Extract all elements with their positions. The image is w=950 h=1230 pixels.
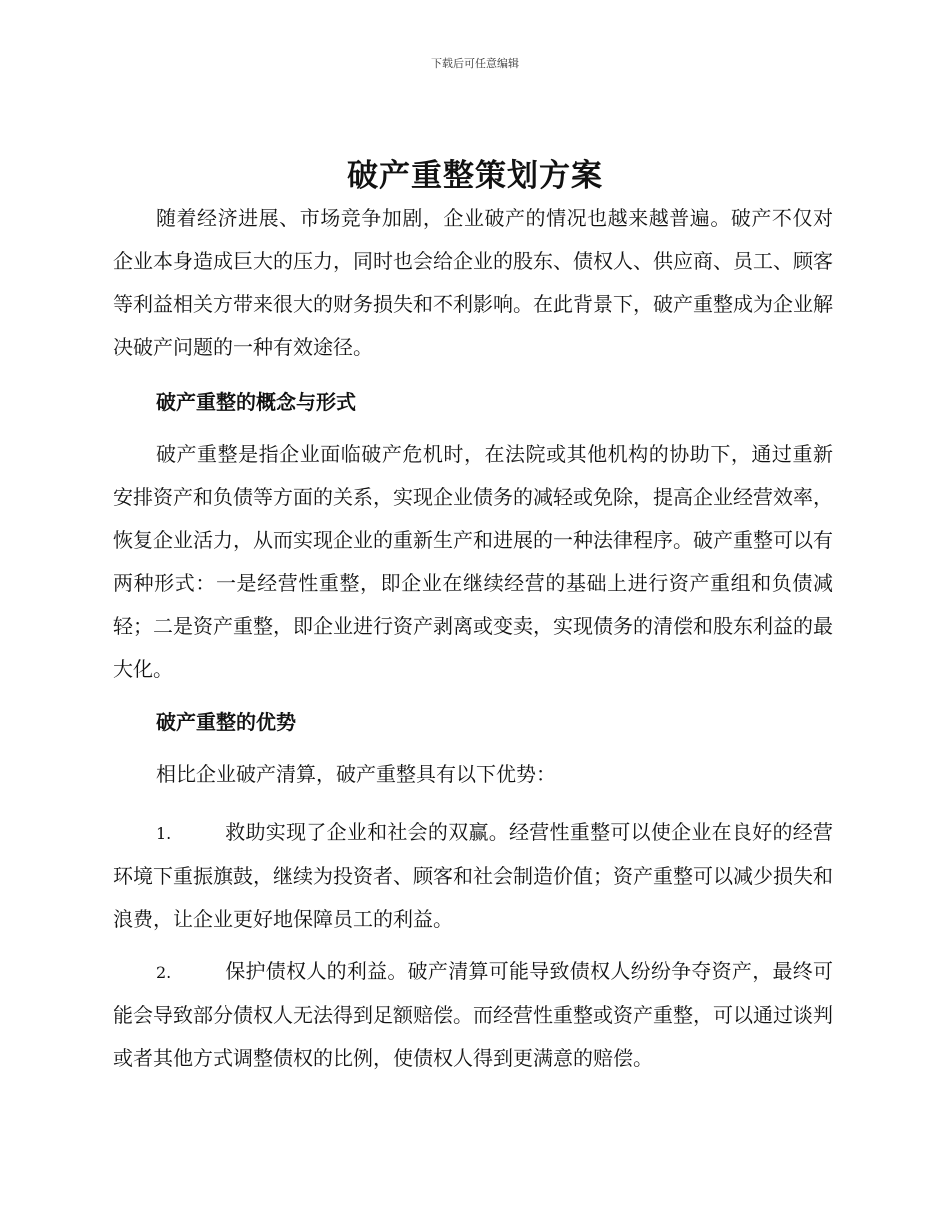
advantage-item-1 — [113, 811, 833, 941]
list-item-text: 保护债权人的利益。破产清算可能导致债权人纷纷争夺资产，最终可能会导致部分债权人无法得到足额赔偿。而经营性重整或资产重整，可以通过谈判或者其他方式调整债权的比例，使债权人得到更满意的赔偿。 — [113, 959, 833, 1070]
section-advantages — [113, 707, 833, 737]
lead-paragraph: 相比企业破产清算，破产重整具有以下优势： — [156, 762, 556, 786]
intro-paragraph: 随着经济进展、市场竞争加剧，企业破产的情况也越来越普遍。破产不仅对企业本身造成巨大的压力，同时也会给企业的股东、债权人、供应商、员工、顾客等利益相关方带来很大的财务损失和不利影响。在此背景下，破产重整成为企业解决破产问题的一种有效途径。 — [113, 206, 833, 359]
section-heading: 破产重整的概念与形式 — [156, 390, 356, 414]
advantages-lead — [113, 753, 833, 796]
header-note: 下载后可任意编辑 — [431, 57, 519, 70]
list-item — [113, 811, 833, 941]
list-number: 2. — [156, 963, 172, 982]
intro-section — [113, 197, 833, 369]
document-title: 破产重整策划方案 — [347, 158, 603, 194]
section-concept — [113, 387, 833, 417]
advantage-item-2 — [113, 950, 833, 1080]
list-item — [113, 950, 833, 1080]
concept-paragraph: 破产重整是指企业面临破产危机时，在法院或其他机构的协助下，通过重新安排资产和负债等方面的关系，实现企业债务的减轻或免除，提高企业经营效率，恢复企业活力，从而实现企业的重新生产和进展的一种法律程序。破产重整可以有两种形式：一是经营性重整，即企业在继续经营的基础上进行资产重组和负债减轻；二是资产重整，即企业进行资产剥离或变卖，实现债务的清偿和股东利益的最大化。 — [113, 442, 833, 681]
list-number: 1. — [156, 824, 172, 843]
section-heading: 破产重整的优势 — [156, 710, 296, 734]
list-item-text: 救助实现了企业和社会的双赢。经营性重整可以使企业在良好的经营环境下重振旗鼓，继续为投资者、顾客和社会制造价值；资产重整可以减少损失和浪费，让企业更好地保障员工的利益。 — [113, 820, 833, 931]
section-concept-body — [113, 433, 833, 691]
